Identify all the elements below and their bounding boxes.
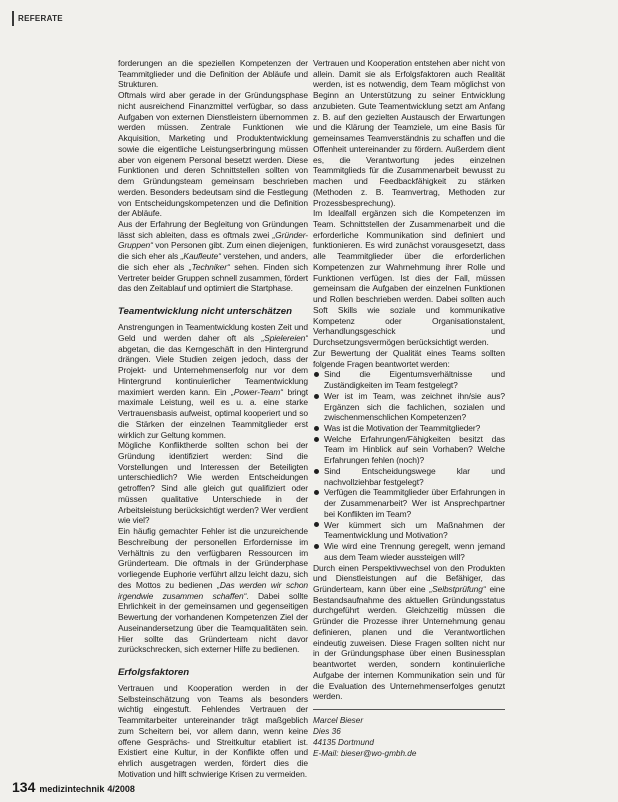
emphasis-quote: „Selbstprüfung“ bbox=[429, 583, 486, 594]
right-column bbox=[313, 58, 505, 702]
text-run: bringt maximale Leistung, weil es u. a. eine starke Vertrauensbasis aufweist, optimal kooperiert und so die Stärken der einzelnen Teammitglieder erst wirklich zur Geltung kommen. bbox=[118, 386, 308, 440]
text-run: abgetan, die das Kerngeschäft in den Hintergrund drängen. Viele Studien zeigen jedoch, dass der Projekt- und Unternehmenserfolg nur vor dem Hintergrund kontinuierlicher Teamentwicklung maximiert werden kann. Ein bbox=[118, 343, 308, 397]
left-column bbox=[118, 58, 308, 794]
journal-issue: 4/2008 bbox=[107, 784, 135, 794]
list-item: Was ist die Motivation der Teammitglieder? bbox=[313, 423, 505, 434]
text-run: Anstrengungen in Teamentwicklung kosten Zeit und Geld und werden daher oft als bbox=[118, 322, 308, 343]
journal-name: medizintechnik bbox=[39, 784, 105, 794]
emphasis-quote: „Techniker“ bbox=[188, 261, 230, 272]
text-run: Durch einen Perspektivwechsel von den Produkten und Dienstleistungen auf die Befähiger, das Gründerteam, kann über eine bbox=[313, 562, 505, 594]
author-street: Dies 36 bbox=[313, 727, 341, 736]
text-run: Aus der Erfahrung der Begleitung von Gründungen lässt sich ableiten, dass es oftmals zwei bbox=[118, 219, 308, 240]
paragraph: Im Idealfall ergänzen sich die Kompetenzen im Team. Schnittstellen der Zusammenarbeit und die erforderliche Kommunikation sind definiert und funktionieren. Es wird zunächst vorausgesetzt, dass alle Teammitglieder über die erforderlichen Kompetenzen zur Wahrnehmung ihrer Rolle und Funktionen verfügen. Ist dies der Fall, müssen gemeinsam die Aufgaben der einzelnen Funktionen und Rollen beschrieben werden. Dabei sollten auch Soft Skills wie soziale und kommunikative Kompetenz oder Organisationstalent, Verhandlungsgeschick und Durchsetzungsvermögen berücksichtigt werden. bbox=[313, 208, 505, 348]
paragraph: Zur Bewertung der Qualität eines Teams sollten folgende Fragen beantwortet werden: bbox=[313, 347, 505, 369]
section-label: REFERATE bbox=[18, 14, 63, 23]
list-item: Wer ist im Team, was zeichnet ihn/sie aus? Ergänzen sich die fachlichen, sozialen und zwischenmenschlichen Kompetenzen? bbox=[313, 391, 505, 423]
author-box bbox=[313, 709, 505, 759]
text-run: . Dabei sollte Ehrlichkeit in der gemeinsamen und gegenseitigen Bewertung der vorhandenen Kompetenzen Ziel der Auseinandersetzung über die Teamqualitäten sein. Hier sollte das Gründerteam nicht davor zurückschrecken, sich externer Hilfe zu bedienen. bbox=[118, 590, 308, 655]
section-heading: Teamentwicklung nicht unterschätzen bbox=[118, 306, 292, 318]
section-heading: Erfolgsfaktoren bbox=[118, 666, 190, 678]
emphasis-quote: „Kaufleute“ bbox=[180, 251, 221, 262]
text-run: Ein häufig gemachter Fehler ist die unzureichende Beschreibung der personellen Erfordernisse im Verhältnis zu den verfügbaren Ressourcen im Gründerteam. Die oftmals in der Gründerphase vorliegende Euphorie verführt allzu leicht dazu, sich des Mottos zu bedienen bbox=[118, 526, 308, 590]
emphasis-quote: „Power-Team“ bbox=[231, 386, 283, 397]
question-list bbox=[313, 369, 505, 562]
emphasis-quote: „Gründer-Gruppen“ bbox=[118, 229, 308, 251]
text-run: sehen. Finden sich Vertreter beider Gruppen schnell zusammen, fördert das den Zeitablauf und optimiert die Startphase. bbox=[118, 261, 308, 294]
list-item: Wer kümmert sich um Maßnahmen der Teamentwicklung und Motivation? bbox=[313, 520, 505, 541]
paragraph: forderungen an die speziellen Kompetenzen der Teammitglieder und die Definition der Abläufe und Strukturen. bbox=[118, 58, 308, 90]
list-item: Wie wird eine Trennung geregelt, wenn jemand aus dem Team wieder aussteigen will? bbox=[313, 541, 505, 562]
author-city: 44135 Dortmund bbox=[313, 738, 374, 747]
page-footer bbox=[12, 779, 135, 797]
list-item: Verfügen die Teammitglieder über Erfahrungen in der Zusammenarbeit? Wer ist Ansprechpartner bei Konflikten im Team? bbox=[313, 487, 505, 519]
paragraph: Mögliche Konfliktherde sollten schon bei der Gründung identifiziert werden: Sind die Vorstellungen und Interessen der Beteiligten unterschiedlich? Wie werden Entscheidungen getroffen? Sind alle gleich gut qualifiziert oder müssen qualitative Unterschiede in der Arbeitsleistung berücksichtigt werden? Wer verdient wie viel? bbox=[118, 440, 308, 526]
section-header bbox=[12, 11, 63, 26]
paragraph: Vertrauen und Kooperation werden in der Selbsteinschätzung von Teams als besonders wichtig eingestuft. Fehlendes Vertrauen der Teammitarbeiter untereinander trägt maßgeblich zum Scheitern bei, vor allem dann, wenn keine offene Gesprächs- und Streitkultur etabliert ist. Existiert eine Kultur, in der Konflikte offen und ehrlich ausgetragen werden, fördert dies die Motivation und hilft schwierige Krisen zu vermeiden. bbox=[118, 683, 308, 779]
author-email: E-Mail: bieser@wo-gmbh.de bbox=[313, 749, 417, 758]
list-item: Welche Erfahrungen/Fähigkeiten besitzt das Team im Hinblick auf sein Vorhaben? Welche Erfahrungen fehlen (noch)? bbox=[313, 434, 505, 466]
paragraph bbox=[118, 322, 308, 440]
page-number: 134 bbox=[12, 779, 36, 795]
list-item: Sind die Eigentumsverhältnisse und Zuständigkeiten im Team festgelegt? bbox=[313, 369, 505, 390]
text-run: verstehen, und anders, die sich eher als bbox=[118, 251, 308, 272]
author-name: Marcel Bieser bbox=[313, 716, 364, 725]
emphasis-quote: „Das werden wir schon irgendwie zusammen schaffen“ bbox=[118, 579, 308, 601]
paragraph bbox=[313, 563, 505, 702]
paragraph bbox=[118, 526, 308, 655]
text-run: eine Bestandsaufnahme des aktuellen Gründungsstatus durchgeführt werden. Gleichzeitig müssen die Gründer die Prozesse ihrer Unternehmung genau definieren, planen und die Verantwortlichen eindeutig zuweisen. Diese Fragen sollten nicht nur in der Gründungsphase über einen Businessplan beantwortet werden, sondern kontinuierliche Aufgabe der internen Kommunikation sein und für die Evaluation des Unternehmenserfolges genutzt werden. bbox=[313, 583, 505, 702]
list-item: Sind Entscheidungswege klar und nachvollziehbar festgelegt? bbox=[313, 466, 505, 487]
paragraph bbox=[118, 219, 308, 294]
header-bar bbox=[12, 11, 14, 26]
text-run: von Personen gibt. Zum einen diejenigen, die sich eher als bbox=[118, 240, 308, 262]
paragraph: Vertrauen und Kooperation entstehen aber nicht von allein. Damit sie als Erfolgsfaktoren auch Realität werden, ist es notwendig, dem Team möglichst von Beginn an Unterstützung zu seiner Entwicklung anzubieten. Gute Teamentwicklung setzt am Anfang z. B. auf den gezielten Austausch der Erwartungen und die Klärung der Teamziele, um eine Basis für gemeinsames Teamverständnis zu schaffen und die Offenheit untereinander zu fördern. Außerdem dient es, die Verantwortung jedes einzelnen Teammitglieds für die Zusammenarbeit bewusst zu machen und Feedbackfähigkeit zu stärken (Methoden z. B. Teamvertrag, Methoden zur Prozessbesprechung). bbox=[313, 58, 505, 208]
paragraph: Oftmals wird aber gerade in der Gründungsphase nicht ausreichend Finanzmittel verfügbar, so dass Aufgaben von externen Dienstleistern übernommen werden müssen. Zentrale Funktionen wie Akquisition, Marketing und Produktentwicklung sowie die eigentliche Leistungserbringung müssen aber von eigenem Personal besetzt werden. Diese Funktionen und deren Schnittstellen sollten von dem Gründungsteam gemeinsam beschrieben werden. Besonders bedeutsam sind die Festlegung von Entscheidungskompetenzen und die Definition der Abläufe. bbox=[118, 90, 308, 219]
emphasis-quote: „Spielereien“ bbox=[261, 332, 308, 343]
